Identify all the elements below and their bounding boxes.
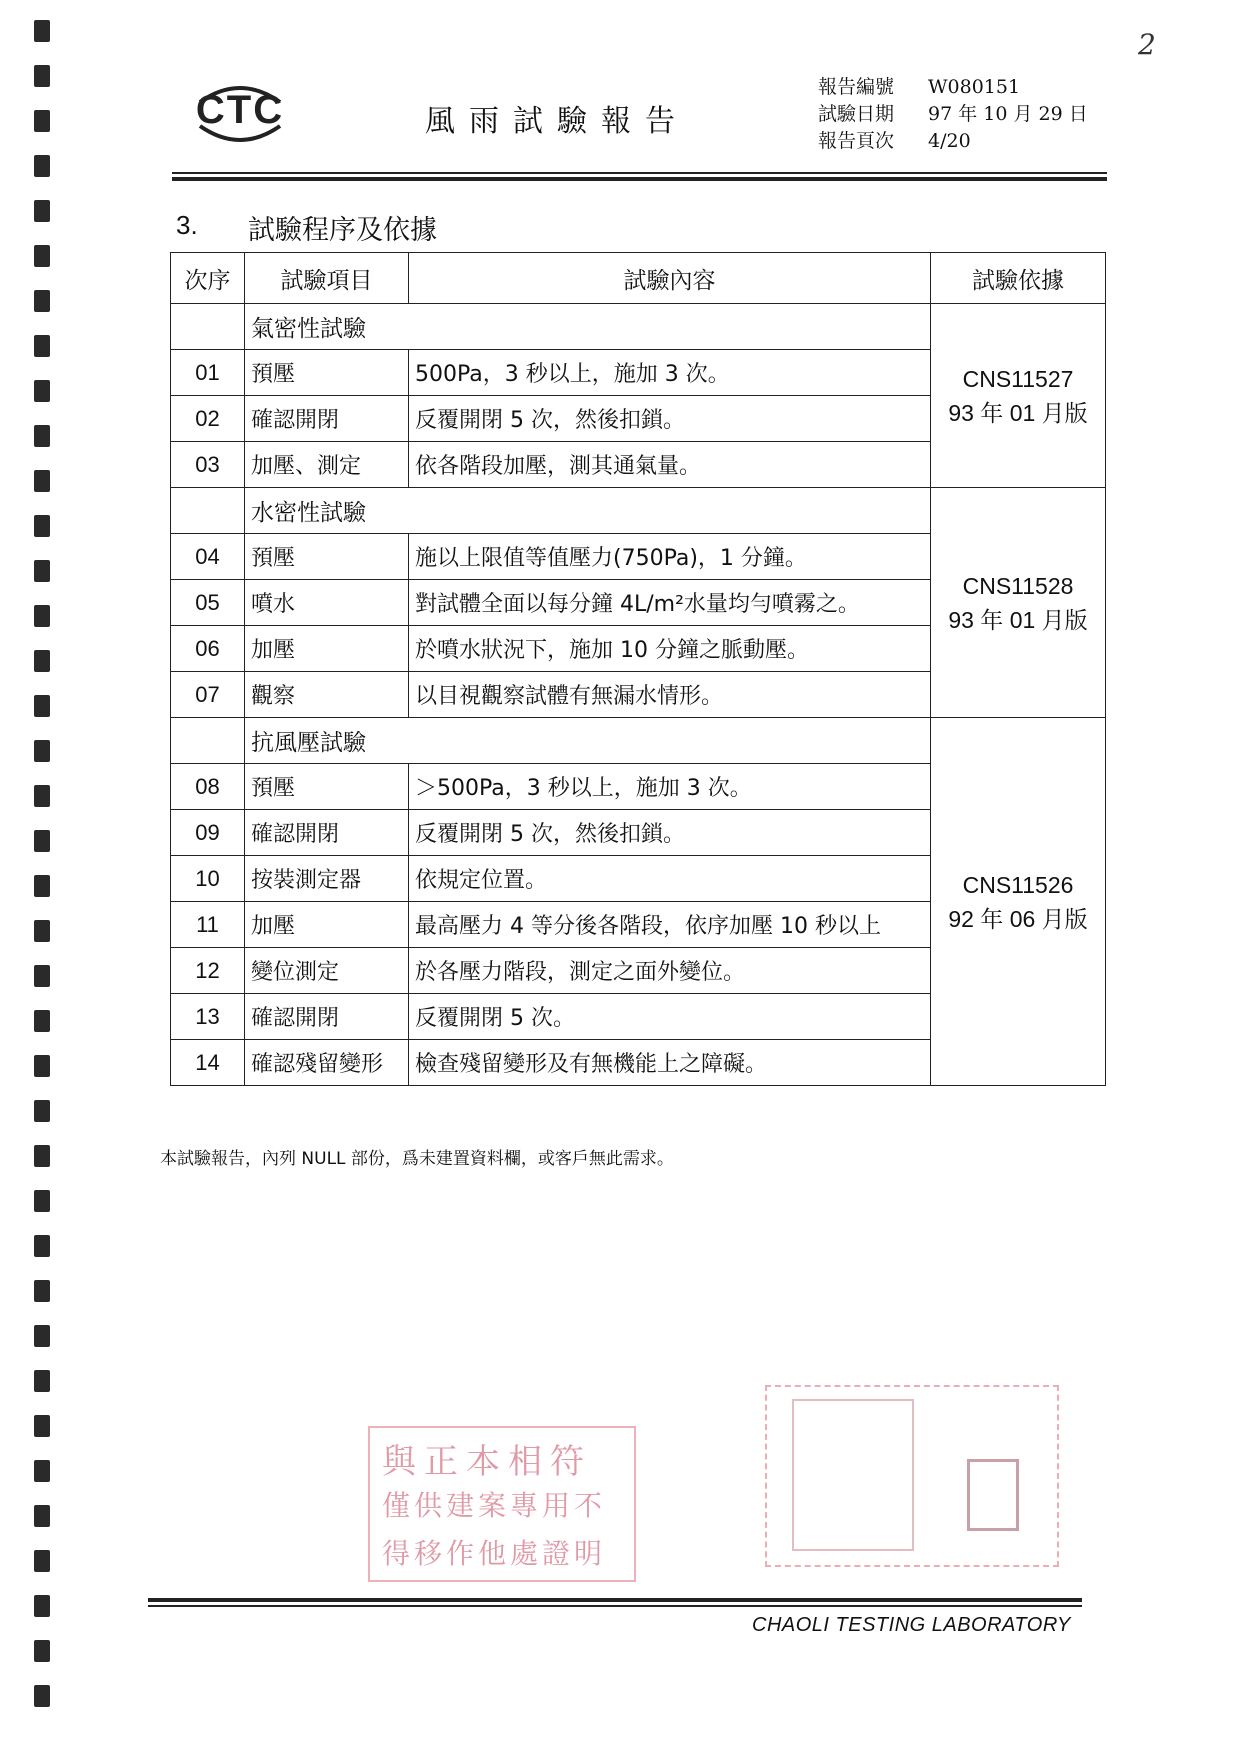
group-row-air-tightness	[171, 304, 1106, 350]
table-header-row	[171, 253, 1106, 304]
procedure-table	[170, 252, 1106, 1086]
binding-mark	[34, 1550, 50, 1572]
meta-value: 4/20	[928, 130, 971, 152]
binding-mark	[34, 1010, 50, 1032]
binding-mark	[34, 1190, 50, 1212]
group-standard	[931, 718, 1106, 1086]
row-content: 反覆開閉 5 次。	[409, 994, 931, 1040]
binding-mark	[34, 245, 50, 267]
group-title: 水密性試驗	[245, 488, 931, 534]
group-title: 抗風壓試驗	[245, 718, 931, 764]
binding-mark	[34, 695, 50, 717]
col-header-standard: 試驗依據	[931, 253, 1106, 304]
binding-mark	[34, 1055, 50, 1077]
row-item: 變位測定	[245, 948, 409, 994]
group-title: 氣密性試驗	[245, 304, 931, 350]
logo-text: CTC	[195, 88, 285, 132]
row-item: 預壓	[245, 764, 409, 810]
row-item: 加壓、測定	[245, 442, 409, 488]
binding-mark	[34, 560, 50, 582]
col-header-item: 試驗項目	[245, 253, 409, 304]
binding-mark	[34, 785, 50, 807]
standard-edition: 93 年 01 月版	[948, 606, 1088, 633]
stamp-line: 與正本相符	[382, 1442, 592, 1482]
group-row-wind-pressure	[171, 718, 1106, 764]
seal-stamp	[765, 1385, 1059, 1567]
binding-marks	[30, 20, 50, 1720]
report-meta	[818, 74, 1088, 155]
binding-mark	[34, 1145, 50, 1167]
meta-label: 報告編號	[818, 76, 895, 98]
binding-mark	[34, 380, 50, 402]
meta-label: 試驗日期	[818, 103, 895, 125]
group-order-empty	[171, 488, 245, 534]
binding-mark	[34, 830, 50, 852]
row-order: 07	[171, 672, 245, 718]
row-content: 反覆開閉 5 次，然後扣鎖。	[409, 396, 931, 442]
binding-mark	[34, 1595, 50, 1617]
row-order: 02	[171, 396, 245, 442]
certification-stamp	[368, 1426, 636, 1582]
row-item: 確認開閉	[245, 396, 409, 442]
binding-mark	[34, 110, 50, 132]
row-order: 06	[171, 626, 245, 672]
footer-divider-thick	[148, 1598, 1082, 1602]
col-header-order: 次序	[171, 253, 245, 304]
row-content: 於噴水狀況下，施加 10 分鐘之脈動壓。	[409, 626, 931, 672]
row-order: 12	[171, 948, 245, 994]
binding-mark	[34, 1505, 50, 1527]
standard-edition: 93 年 01 月版	[948, 399, 1088, 426]
row-content: 依規定位置。	[409, 856, 931, 902]
group-standard	[931, 488, 1106, 718]
row-order: 01	[171, 350, 245, 396]
binding-mark	[34, 1235, 50, 1257]
binding-mark	[34, 515, 50, 537]
binding-mark	[34, 1280, 50, 1302]
binding-mark	[34, 1100, 50, 1122]
row-item: 確認開閉	[245, 994, 409, 1040]
group-row-water-tightness	[171, 488, 1106, 534]
binding-mark	[34, 1370, 50, 1392]
binding-mark	[34, 155, 50, 177]
row-order: 10	[171, 856, 245, 902]
meta-label: 報告頁次	[818, 130, 895, 152]
seal-block	[792, 1399, 914, 1551]
row-order: 08	[171, 764, 245, 810]
binding-mark	[34, 1685, 50, 1707]
binding-mark	[34, 200, 50, 222]
footer-divider	[148, 1605, 1082, 1607]
binding-mark	[34, 1460, 50, 1482]
row-order: 14	[171, 1040, 245, 1086]
standard-code: CNS11528	[962, 572, 1074, 599]
binding-mark	[34, 740, 50, 762]
header-divider-thick	[172, 177, 1107, 181]
row-item: 確認殘留變形	[245, 1040, 409, 1086]
standard-edition: 92 年 06 月版	[948, 905, 1088, 932]
binding-mark	[34, 1415, 50, 1437]
row-order: 05	[171, 580, 245, 626]
meta-value: W080151	[928, 76, 1021, 98]
row-content: 施以上限值等值壓力(750Pa)，1 分鐘。	[409, 534, 931, 580]
row-item: 加壓	[245, 902, 409, 948]
report-title: 風雨試驗報告	[425, 104, 689, 139]
group-standard	[931, 304, 1106, 488]
row-content: 最高壓力 4 等分後各階段，依序加壓 10 秒以上	[409, 902, 931, 948]
binding-mark	[34, 20, 50, 42]
stamp-line: 僅供建案專用不	[382, 1489, 607, 1522]
meta-value: 97 年 10 月 29 日	[928, 103, 1088, 125]
meta-row-report-no	[818, 74, 1088, 101]
binding-mark	[34, 1640, 50, 1662]
binding-mark	[34, 335, 50, 357]
row-item: 觀察	[245, 672, 409, 718]
row-order: 09	[171, 810, 245, 856]
row-order: 04	[171, 534, 245, 580]
row-item: 確認開閉	[245, 810, 409, 856]
row-item: 按裝測定器	[245, 856, 409, 902]
meta-row-page	[818, 128, 1088, 155]
group-order-empty	[171, 304, 245, 350]
header-divider	[172, 172, 1107, 174]
row-content: 500Pa，3 秒以上，施加 3 次。	[409, 350, 931, 396]
binding-mark	[34, 65, 50, 87]
group-order-empty	[171, 718, 245, 764]
standard-code: CNS11527	[962, 365, 1074, 392]
row-item: 噴水	[245, 580, 409, 626]
small-seal	[967, 1459, 1019, 1531]
binding-mark	[34, 920, 50, 942]
col-header-content: 試驗內容	[409, 253, 931, 304]
binding-mark	[34, 290, 50, 312]
row-order: 13	[171, 994, 245, 1040]
binding-mark	[34, 470, 50, 492]
row-order: 03	[171, 442, 245, 488]
row-content: 以目視觀察試體有無漏水情形。	[409, 672, 931, 718]
row-item: 預壓	[245, 350, 409, 396]
binding-mark	[34, 875, 50, 897]
row-item: 加壓	[245, 626, 409, 672]
section-title: 試驗程序及依據	[248, 215, 437, 246]
row-content: 反覆開閉 5 次，然後扣鎖。	[409, 810, 931, 856]
row-content: 檢查殘留變形及有無機能上之障礙。	[409, 1040, 931, 1086]
binding-mark	[34, 1325, 50, 1347]
ctc-logo	[188, 80, 292, 146]
section-number: 3.	[176, 210, 198, 240]
row-content: 於各壓力階段，測定之面外變位。	[409, 948, 931, 994]
binding-mark	[34, 965, 50, 987]
lab-name: CHAOLI TESTING LABORATORY	[752, 1614, 1071, 1636]
row-item: 預壓	[245, 534, 409, 580]
binding-mark	[34, 650, 50, 672]
page-number: 2	[1138, 28, 1156, 61]
row-content: 依各階段加壓，測其通氣量。	[409, 442, 931, 488]
report-note: 本試驗報告，內列 NULL 部份，爲未建置資料欄，或客戶無此需求。	[160, 1149, 674, 1169]
meta-row-test-date	[818, 101, 1088, 128]
binding-mark	[34, 425, 50, 447]
row-content: ＞500Pa，3 秒以上，施加 3 次。	[409, 764, 931, 810]
binding-mark	[34, 605, 50, 627]
row-order: 11	[171, 902, 245, 948]
stamp-line: 得移作他處證明	[382, 1537, 607, 1570]
standard-code: CNS11526	[962, 871, 1074, 898]
row-content: 對試體全面以每分鐘 4L/m²水量均勻噴霧之。	[409, 580, 931, 626]
